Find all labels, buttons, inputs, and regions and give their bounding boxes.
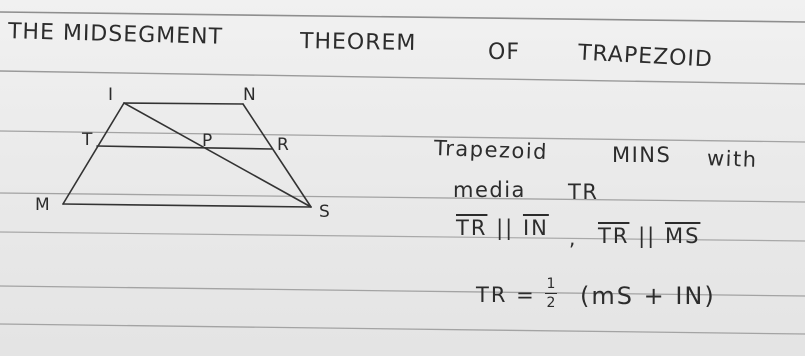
description-word-3: with: [706, 146, 758, 172]
fraction-numerator: 1: [546, 276, 556, 292]
fraction-denominator: 2: [546, 295, 556, 311]
parallel-symbol: ||: [496, 216, 515, 240]
segment-MS: [63, 204, 311, 207]
heading-word-4: TRAPEZOID: [577, 40, 714, 73]
fraction-bar: [545, 293, 557, 294]
heading-word-3: OF: [488, 40, 520, 65]
segment-IM: [63, 103, 124, 204]
parallel-symbol: ||: [638, 224, 657, 248]
point-label-T: T: [82, 130, 93, 150]
segment-IN-overline: $\overline{IN}$: [522, 216, 549, 240]
point-label-R: R: [277, 135, 289, 155]
parallel-statement-2: [598, 224, 700, 248]
description-word-2: MINS: [612, 143, 672, 167]
comma-separator: ,: [569, 226, 578, 250]
description-word-4: media: [453, 178, 526, 202]
point-label-N: N: [243, 85, 256, 105]
segment-NS: [243, 104, 311, 207]
fraction-one-half: [545, 276, 557, 311]
point-label-P: P: [202, 131, 213, 151]
segment-IN: [124, 103, 243, 104]
segment-TR-overline: $\overline{TR}$: [598, 224, 630, 248]
heading-word-2: THEOREM: [299, 28, 417, 57]
description-word-1: Trapezoid: [433, 136, 549, 164]
formula-right: (mS + IN): [580, 282, 716, 310]
point-label-S: S: [319, 202, 330, 222]
parallel-statement-1: [456, 216, 549, 240]
formula-left: TR =: [476, 283, 536, 307]
description-word-5: TR: [568, 180, 599, 204]
point-label-M: M: [35, 195, 50, 215]
diagonal-IS: [124, 103, 311, 207]
midsegment-TR: [97, 146, 272, 149]
segment-TR-overline: $\overline{TR}$: [456, 216, 488, 240]
point-label-I: I: [108, 85, 114, 105]
heading-word-1: THE MIDSEGMENT: [7, 19, 224, 50]
segment-MS-overline: $\overline{MS}$: [664, 224, 701, 248]
